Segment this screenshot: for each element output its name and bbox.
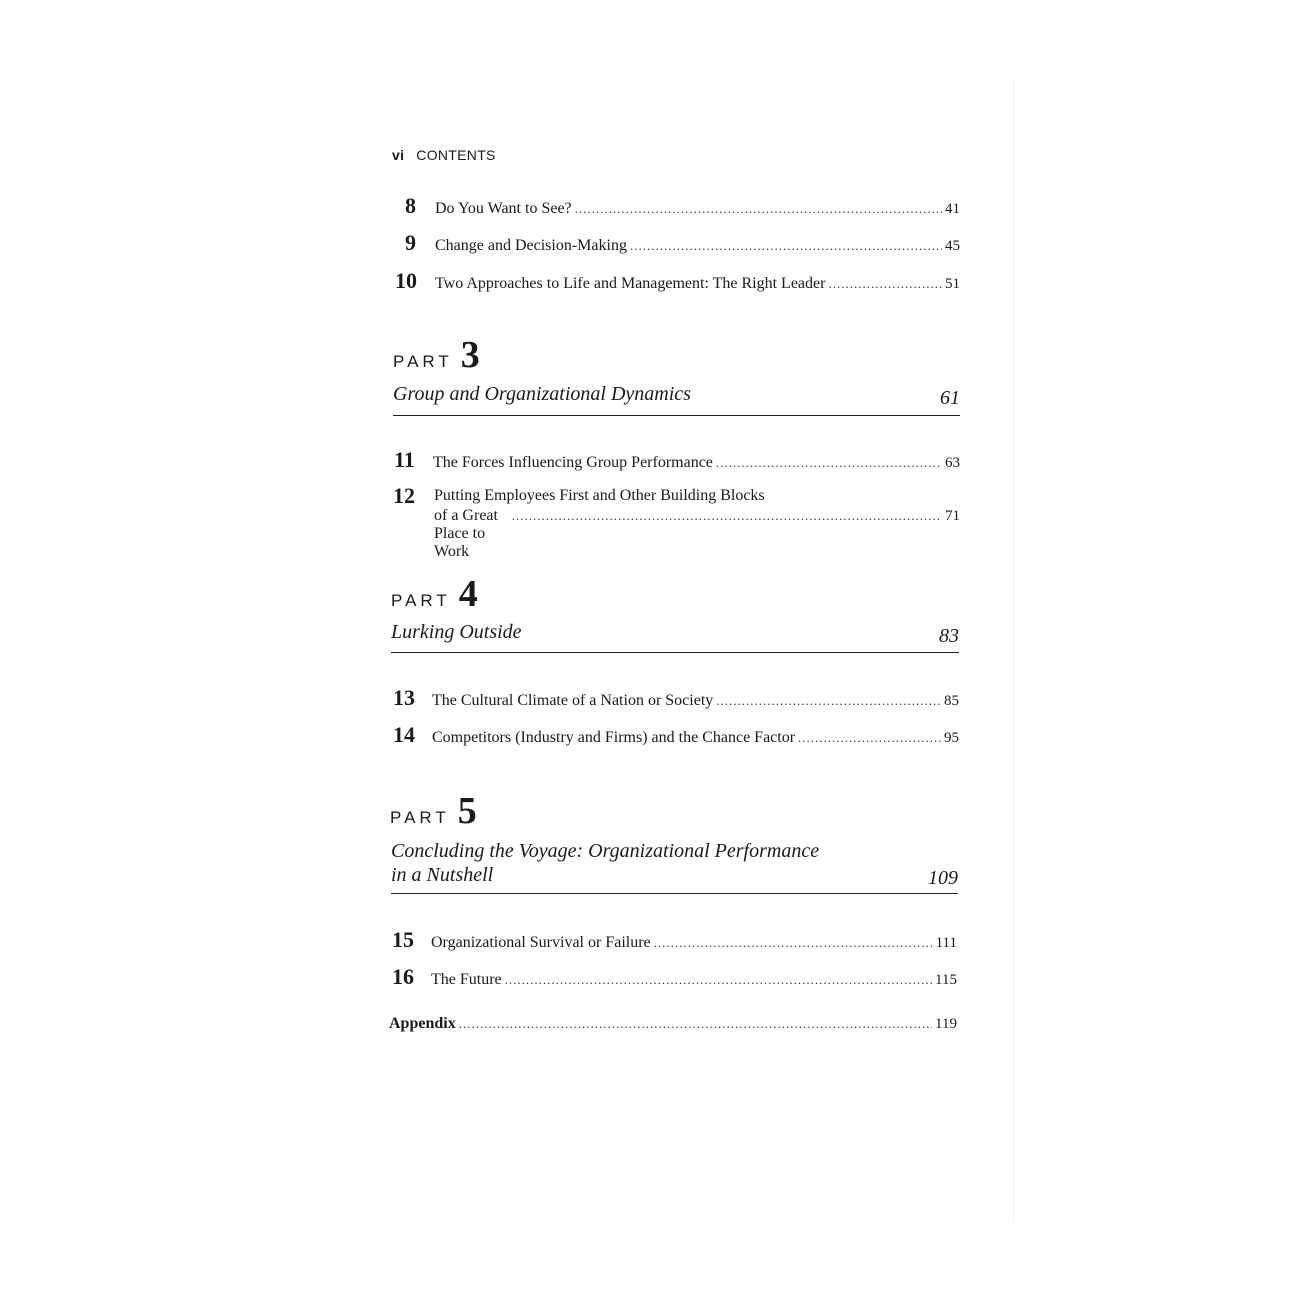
part-word: PART bbox=[391, 591, 451, 610]
chapter-title: Competitors (Industry and Firms) and the Chance Factor bbox=[432, 729, 796, 746]
chapter-number: 16 bbox=[392, 964, 414, 989]
part-title-line1: Concluding the Voyage: Organizational Performance bbox=[391, 840, 820, 862]
chapter-title-line1: Putting Employees First and Other Building Blocks bbox=[434, 487, 765, 504]
page-number: 41 bbox=[945, 201, 960, 217]
chapter-number: 9 bbox=[405, 230, 416, 255]
toc-entry-10[interactable] bbox=[395, 268, 960, 292]
part-3-label bbox=[393, 333, 480, 377]
toc-entry-14[interactable] bbox=[393, 722, 959, 746]
page-edge bbox=[1013, 80, 1014, 1220]
dot-leader bbox=[630, 238, 942, 254]
chapter-number: 10 bbox=[395, 268, 417, 293]
appendix-title: Appendix bbox=[389, 1015, 456, 1032]
dot-leader bbox=[798, 730, 941, 746]
chapter-number: 8 bbox=[405, 193, 416, 218]
chapter-title: The Future bbox=[431, 971, 502, 988]
chapter-title: The Cultural Climate of a Nation or Society bbox=[432, 692, 714, 709]
toc-entry-12[interactable] bbox=[393, 483, 960, 560]
chapter-number: 12 bbox=[393, 483, 415, 508]
dot-leader bbox=[575, 201, 942, 217]
part-3-title[interactable] bbox=[393, 383, 960, 416]
part-4-title[interactable] bbox=[391, 621, 959, 653]
dot-leader bbox=[512, 508, 942, 524]
chapter-number: 11 bbox=[394, 447, 415, 472]
part-title-text: Lurking Outside bbox=[391, 621, 522, 643]
folio: vi bbox=[392, 147, 405, 163]
dot-leader bbox=[654, 935, 933, 951]
page-number: 45 bbox=[945, 238, 960, 254]
page-number: 119 bbox=[935, 1016, 957, 1032]
chapter-title-line2-row bbox=[434, 507, 960, 561]
part-page-number: 61 bbox=[940, 387, 960, 409]
chapter-number: 14 bbox=[393, 722, 415, 747]
part-page-number: 109 bbox=[928, 867, 958, 889]
toc-entry-appendix[interactable] bbox=[389, 1015, 957, 1039]
chapter-title: Change and Decision-Making bbox=[435, 237, 627, 254]
page-number: 63 bbox=[945, 455, 960, 471]
part-title-text: Group and Organizational Dynamics bbox=[393, 383, 691, 405]
chapter-title: Organizational Survival or Failure bbox=[431, 934, 651, 951]
part-word: PART bbox=[393, 352, 453, 371]
part-5-title[interactable] bbox=[391, 840, 958, 894]
chapter-number: 15 bbox=[392, 927, 414, 952]
dot-leader bbox=[828, 276, 942, 292]
page-number: 95 bbox=[944, 730, 959, 746]
dot-leader bbox=[716, 455, 942, 471]
page-number: 71 bbox=[945, 508, 960, 524]
part-number: 3 bbox=[460, 334, 480, 376]
dot-leader bbox=[459, 1016, 932, 1032]
part-number: 4 bbox=[458, 573, 478, 615]
chapter-title: Do You Want to See? bbox=[435, 200, 572, 217]
part-page-number: 83 bbox=[939, 625, 959, 647]
toc-entry-16[interactable] bbox=[392, 964, 957, 988]
running-head bbox=[392, 147, 496, 163]
toc-entry-9[interactable] bbox=[405, 230, 960, 254]
chapter-title: Two Approaches to Life and Management: The Right Leader bbox=[435, 275, 826, 292]
toc-entry-13[interactable] bbox=[393, 685, 959, 709]
page-number: 85 bbox=[944, 693, 959, 709]
part-title-line2: in a Nutshell bbox=[391, 864, 494, 886]
part-5-label bbox=[390, 789, 477, 833]
dot-leader bbox=[505, 972, 932, 988]
chapter-title-line2: of a Great Place to Work bbox=[434, 507, 498, 560]
toc-entry-15[interactable] bbox=[392, 927, 957, 951]
page-number: 111 bbox=[935, 935, 957, 951]
toc-entry-8[interactable] bbox=[405, 193, 960, 217]
chapter-number: 13 bbox=[393, 685, 415, 710]
dot-leader bbox=[716, 693, 941, 709]
part-4-label bbox=[391, 572, 478, 616]
toc-entry-11[interactable] bbox=[394, 447, 960, 471]
running-head-label: CONTENTS bbox=[416, 147, 496, 163]
part-number: 5 bbox=[457, 790, 477, 832]
chapter-title: The Forces Influencing Group Performance bbox=[433, 454, 713, 471]
page-number: 51 bbox=[945, 276, 960, 292]
page-number: 115 bbox=[935, 972, 957, 988]
part-word: PART bbox=[390, 808, 450, 827]
